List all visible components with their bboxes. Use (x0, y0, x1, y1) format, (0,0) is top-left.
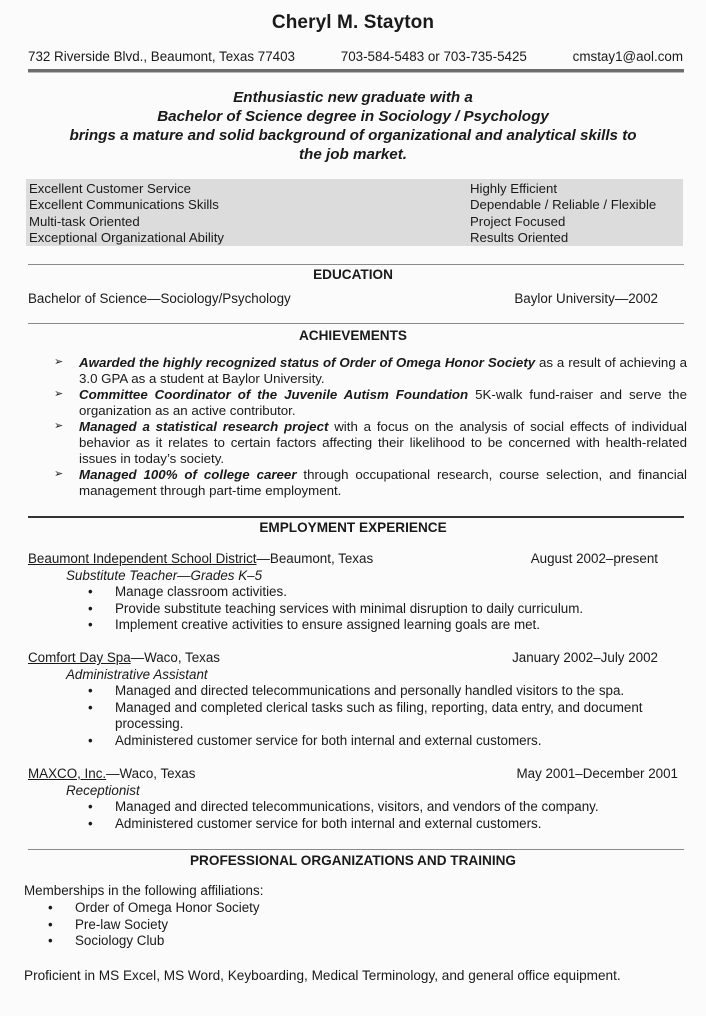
achievement-highlight: Managed 100% of college career (79, 467, 297, 483)
duty-text: Administered customer service for both internal and external customers. (115, 732, 542, 748)
skill-item: Excellent Communications Skills (29, 197, 219, 213)
phone-numbers: 703-584-5483 or 703-735-5425 (340, 49, 527, 64)
job-duties (88, 799, 688, 832)
achievement-highlight: Managed a statistical research project (79, 419, 329, 435)
membership-item (48, 933, 448, 950)
membership-text: Pre-law Society (75, 916, 169, 932)
achievement-detail: as a result of achieving a 3.0 GPA as a student at Baylor University. (79, 355, 687, 386)
job-location: —Waco, Texas (130, 650, 221, 665)
achievement-item (54, 419, 687, 466)
duty-text: Implement creative activities to ensure assigned learning goals are met. (115, 617, 540, 632)
duty-item (88, 584, 688, 601)
achievement-detail: through occupational research, course selection, and financial management through part-time employment. (79, 467, 688, 498)
duty-item (88, 683, 678, 700)
arrow-bullet-icon: ➢ (54, 388, 64, 401)
skill-item: Multi-task Oriented (29, 213, 140, 229)
duty-item (88, 799, 688, 816)
company-name: MAXCO, Inc. (28, 766, 107, 781)
arrow-bullet-icon: ➢ (54, 420, 64, 433)
section-divider (28, 849, 684, 850)
skill-item: Results Oriented (470, 229, 569, 245)
job-header (28, 650, 658, 665)
membership-item (48, 917, 448, 934)
objective-statement (20, 88, 686, 164)
job-header (28, 551, 658, 566)
bullet-icon: • (48, 900, 53, 915)
email: cmstay1@aol.com (572, 49, 683, 64)
duty-text: Provide substitute teaching services with minimal disruption to daily curriculum. (115, 600, 584, 616)
achievements-list (54, 355, 687, 499)
bullet-icon: • (88, 699, 93, 715)
organizations-heading: PROFESSIONAL ORGANIZATIONS AND TRAINING (189, 853, 516, 868)
skill-item: Dependable / Reliable / Flexible (470, 197, 657, 213)
bullet-icon: • (88, 799, 93, 814)
job-dates: January 2002–July 2002 (512, 650, 658, 665)
company-name: Comfort Day Spa (28, 650, 131, 665)
duty-item (88, 700, 678, 733)
section-divider (28, 264, 684, 265)
achievement-detail: 5K-walk fund-raiser and serve the organization as an active contributor. (79, 387, 687, 418)
header-divider (28, 69, 684, 73)
job-dates: August 2002–present (530, 551, 658, 566)
bullet-icon: • (88, 617, 93, 632)
duty-item (88, 601, 688, 618)
education-entry (28, 291, 658, 306)
skill-item: Exceptional Organizational Ability (29, 229, 224, 245)
achievement-item (54, 387, 687, 418)
skill-item: Project Focused (470, 213, 566, 229)
section-divider (28, 323, 684, 324)
bullet-icon: • (88, 683, 93, 698)
achievement-item (54, 467, 687, 498)
job-title: Receptionist (66, 783, 140, 798)
skills-left-column (29, 181, 224, 246)
job-dates: May 2001–December 2001 (516, 766, 678, 781)
membership-text: Order of Omega Honor Society (75, 900, 260, 915)
job-title: Substitute Teacher—Grades K–5 (66, 568, 263, 583)
job-location: —Beaumont, Texas (256, 551, 374, 566)
candidate-name: Cheryl M. Stayton (271, 12, 435, 33)
job-duties (88, 683, 678, 749)
address: 732 Riverside Blvd., Beaumont, Texas 77403 (28, 49, 295, 64)
proficiency-statement: Proficient in MS Excel, MS Word, Keyboarding, Medical Terminology, and general office equipment. (24, 968, 621, 983)
bullet-icon: • (88, 600, 93, 616)
bullet-icon: • (88, 584, 93, 599)
duty-item (88, 617, 688, 634)
job-header (28, 766, 678, 781)
objective-line: brings a mature and solid background of organizational and analytical skills to (69, 127, 637, 144)
achievement-highlight: Awarded the highly recognized status of Order of Omega Honor Society (79, 355, 536, 370)
job-duties (88, 584, 688, 634)
objective-line: Bachelor of Science degree in Sociology / Psychology (157, 108, 549, 125)
duty-text: Managed and completed clerical tasks such as filing, reporting, data entry, and document processing. (115, 699, 643, 731)
membership-text: Sociology Club (75, 933, 165, 948)
achievement-highlight: Committee Coordinator of the Juvenile Autism Foundation (79, 387, 469, 403)
bullet-icon: • (88, 815, 93, 831)
job-location: —Waco, Texas (106, 766, 196, 781)
duty-text: Managed and directed telecommunications, visitors, and vendors of the company. (115, 799, 599, 814)
section-divider (28, 516, 684, 518)
duty-item (88, 816, 688, 833)
school: Baylor University—2002 (514, 291, 658, 306)
achievement-detail: with a focus on the analysis of social effects of individual behavior as it relates to certain factors affecting their likelihood to be concerned with health-related issues in today’s society. (79, 419, 687, 466)
duty-item (88, 733, 678, 750)
skills-box (26, 179, 683, 246)
arrow-bullet-icon: ➢ (54, 356, 64, 368)
objective-line: the job market. (298, 146, 408, 163)
achievements-heading: ACHIEVEMENTS (298, 328, 407, 343)
duty-text: Managed and directed telecommunications and personally handled visitors to the spa. (115, 683, 625, 698)
skill-item: Excellent Customer Service (29, 181, 191, 196)
membership-item (48, 900, 448, 917)
memberships-intro: Memberships in the following affiliations: (24, 883, 264, 898)
bullet-icon: • (88, 732, 93, 748)
degree: Bachelor of Science—Sociology/Psychology (28, 291, 291, 306)
memberships-list (48, 900, 448, 950)
duty-text: Administered customer service for both internal and external customers. (115, 815, 542, 831)
achievement-item (54, 355, 687, 386)
education-heading: EDUCATION (313, 267, 393, 282)
arrow-bullet-icon: ➢ (54, 468, 64, 481)
employment-heading: EMPLOYMENT EXPERIENCE (259, 520, 447, 535)
objective-line: Enthusiastic new graduate with a (233, 89, 473, 106)
company-name: Beaumont Independent School District (28, 551, 257, 566)
job-title: Administrative Assistant (66, 667, 208, 682)
bullet-icon: • (48, 916, 53, 932)
skill-item: Highly Efficient (470, 181, 557, 196)
contact-line (28, 49, 683, 64)
duty-text: Manage classroom activities. (115, 584, 287, 599)
bullet-icon: • (48, 933, 53, 948)
skills-right-column (470, 181, 656, 246)
